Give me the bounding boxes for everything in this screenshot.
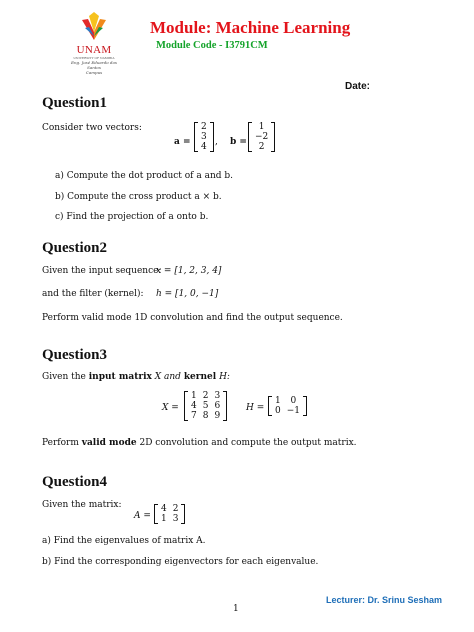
matrix-x-cell: 8 bbox=[202, 411, 209, 421]
matrix-h-cell: −1 bbox=[286, 406, 301, 416]
matrix-x-label: X = bbox=[162, 403, 179, 413]
matrix-h-label: H = bbox=[246, 403, 265, 413]
q1-item-a: a) Compute the dot product of a and b. bbox=[55, 171, 233, 181]
question4-heading: Question4 bbox=[42, 474, 108, 490]
vector-a-entry: 3 bbox=[201, 132, 207, 142]
matrix-x-cell: 6 bbox=[214, 401, 221, 411]
logo-wordmark: UNAM bbox=[76, 44, 112, 56]
vector-a-label: a = bbox=[174, 137, 191, 147]
q2-instruction: Perform valid mode 1D convolution and find the output sequence. bbox=[42, 313, 343, 323]
matrix-x-cell: 1 bbox=[191, 391, 197, 401]
vector-b-label: b = bbox=[230, 137, 247, 147]
unam-logo bbox=[64, 10, 124, 75]
unam-emblem-icon bbox=[77, 10, 111, 44]
logo-campus-line2: Campus bbox=[85, 70, 103, 75]
vector-b-entry: 1 bbox=[258, 122, 265, 132]
matrix-x-cell: 7 bbox=[191, 411, 197, 421]
vector-b bbox=[248, 122, 275, 152]
q1-item-c: c) Find the projection of a onto b. bbox=[55, 212, 209, 222]
page-number: 1 bbox=[233, 604, 239, 614]
logo-subtitle: UNIVERSITY OF NAMIBIA bbox=[73, 56, 115, 60]
matrix-a-cell: 2 bbox=[172, 504, 179, 514]
date-label: Date: bbox=[345, 81, 371, 92]
matrix-h-cell: 0 bbox=[290, 396, 297, 406]
matrix-a-cell: 1 bbox=[161, 514, 167, 524]
matrix-h-cell: 0 bbox=[275, 406, 281, 416]
q4-item-a: a) Find the eigenvalues of matrix A. bbox=[42, 536, 206, 546]
vector-a-entry: 4 bbox=[201, 142, 207, 152]
matrix-a-label: A = bbox=[134, 511, 151, 521]
q2-filter-sequence: h = [1, 0, −1] bbox=[156, 289, 219, 299]
module-code: Module Code - I3791CM bbox=[156, 40, 268, 51]
matrix-x-cell: 5 bbox=[202, 401, 209, 411]
q4-intro: Given the matrix: bbox=[42, 500, 122, 510]
vector-comma: , bbox=[215, 137, 218, 147]
q1-item-b: b) Compute the cross product a × b. bbox=[55, 192, 222, 202]
question3-heading: Question3 bbox=[42, 347, 108, 363]
q3-intro: Given the input matrix X and kernel H: bbox=[42, 372, 230, 382]
matrix-x-cell: 9 bbox=[214, 411, 221, 421]
vector-b-entry: 2 bbox=[258, 142, 265, 152]
question2-heading: Question2 bbox=[42, 240, 108, 256]
question1-heading: Question1 bbox=[42, 95, 108, 111]
matrix-a-cell: 4 bbox=[161, 504, 167, 514]
q2-input-text: Given the input sequence: bbox=[42, 266, 162, 276]
matrix-a-cell: 3 bbox=[172, 514, 179, 524]
q1-intro: Consider two vectors: bbox=[42, 123, 142, 133]
matrix-x-cell: 3 bbox=[214, 391, 221, 401]
matrix-a bbox=[154, 504, 185, 524]
lecturer-name: Lecturer: Dr. Srinu Sesham bbox=[326, 595, 443, 605]
q2-input-sequence: x = [1, 2, 3, 4] bbox=[156, 266, 222, 276]
matrix-h-cell: 1 bbox=[275, 396, 281, 406]
matrix-x-cell: 4 bbox=[191, 401, 197, 411]
vector-b-entry: −2 bbox=[255, 132, 269, 142]
module-title: Module: Machine Learning bbox=[150, 18, 351, 37]
matrix-x bbox=[184, 391, 227, 421]
q2-filter-text: and the filter (kernel): bbox=[42, 289, 144, 299]
matrix-x-cell: 2 bbox=[202, 391, 209, 401]
matrix-h bbox=[268, 396, 307, 416]
logo-campus-line1: Eng. José Eduardo dos Santos bbox=[71, 60, 117, 70]
vector-a-entry: 2 bbox=[201, 122, 207, 132]
q3-instruction: Perform valid mode 2D convolution and compute the output matrix. bbox=[42, 438, 357, 448]
vector-a bbox=[194, 122, 214, 152]
q4-item-b: b) Find the corresponding eigenvectors for each eigenvalue. bbox=[42, 557, 319, 567]
